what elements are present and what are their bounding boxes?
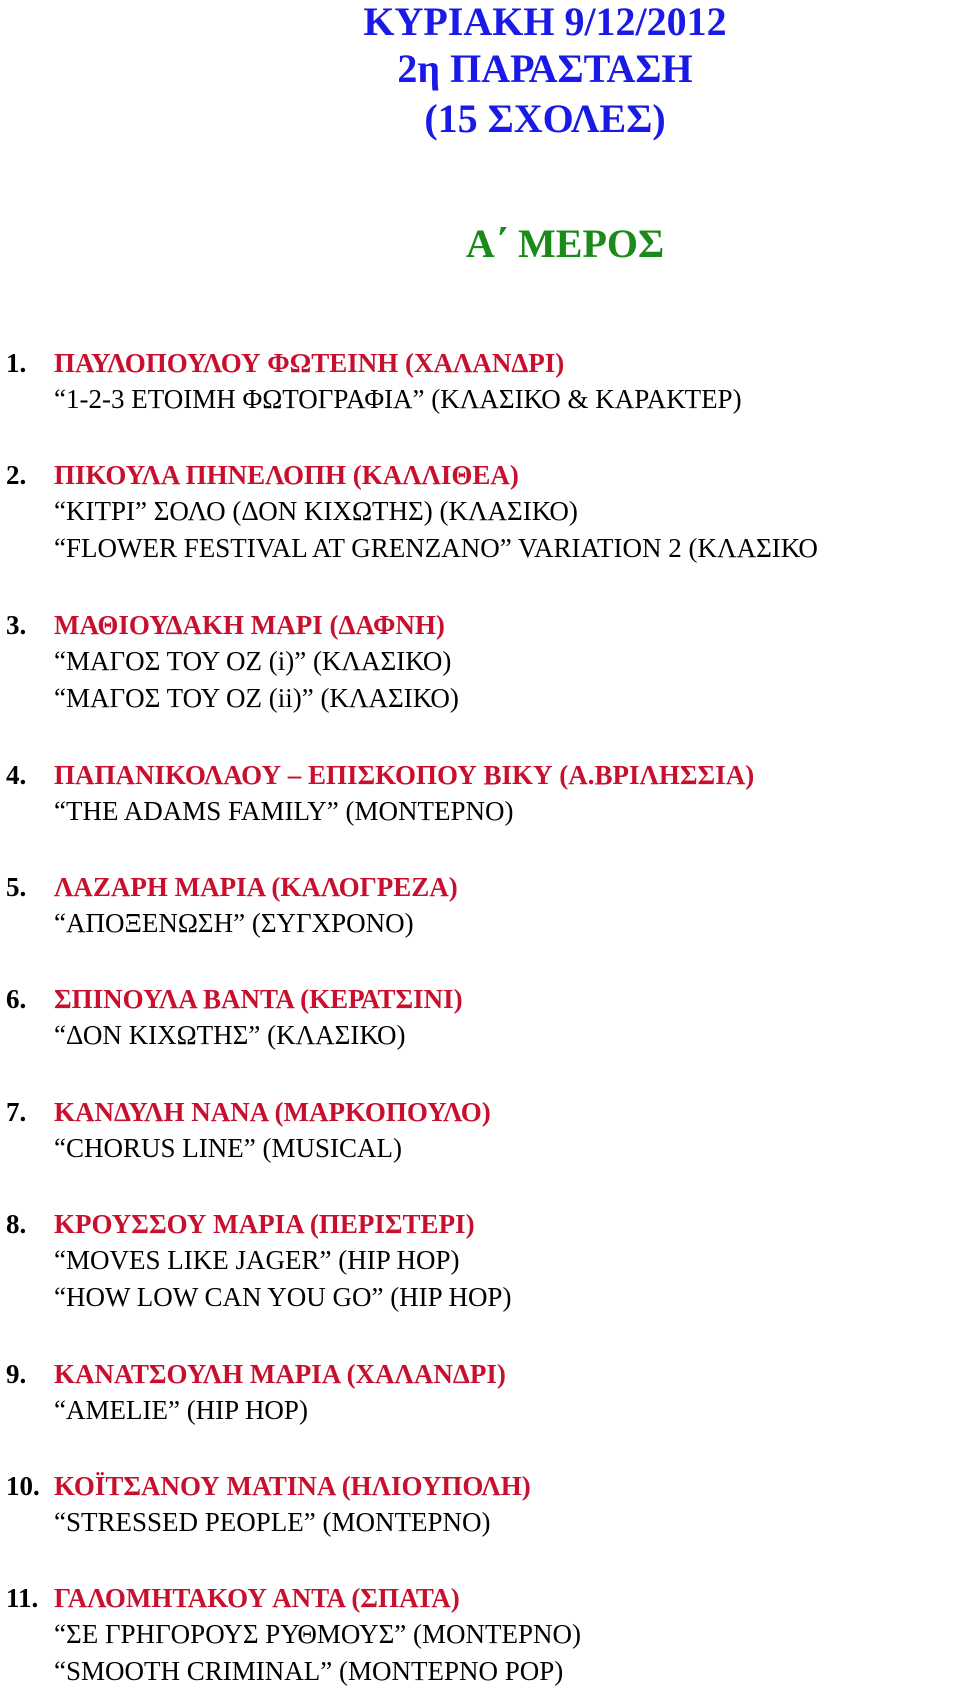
entry-number: 3. bbox=[6, 610, 27, 640]
entry-works bbox=[6, 1504, 956, 1541]
work-title: “ΚΙΤΡΙ” ΣΟΛΟ (ΔΟΝ ΚΙΧΩΤΗΣ) (ΚΛΑΣΙΚΟ) bbox=[54, 496, 578, 526]
entry-number: 10. bbox=[6, 1471, 40, 1501]
list-item bbox=[6, 345, 956, 418]
entry-heading bbox=[6, 1094, 956, 1130]
work-title: “STRESSED PEOPLE” (ΜΟΝΤΕΡΝΟ) bbox=[54, 1507, 491, 1537]
entry-number: 8. bbox=[6, 1209, 27, 1239]
work-title: “HOW LOW CAN YOU GO” (HIP HOP) bbox=[54, 1282, 512, 1312]
work-title: “FLOWER FESTIVAL AT GRENZANO” VARIATION 2 (ΚΛΑΣΙΚΟ bbox=[54, 533, 818, 563]
school-name: ΠΑΥΛΟΠΟΥΛΟΥ ΦΩΤΕΙΝΗ (ΧΑΛΑΝΔΡΙ) bbox=[54, 348, 565, 378]
entry-works bbox=[6, 905, 956, 942]
school-name: ΛΑΖΑΡΗ ΜΑΡΙΑ (ΚΑΛΟΓΡΕΖΑ) bbox=[54, 872, 458, 902]
list-item bbox=[6, 1356, 956, 1429]
school-name: ΓΑΛΟΜΗΤΑΚΟΥ ΑΝΤΑ (ΣΠΑΤΑ) bbox=[54, 1583, 460, 1613]
school-name: ΠΙΚΟΥΛΑ ΠΗΝΕΛΟΠΗ (ΚΑΛΛΙΘΕΑ) bbox=[54, 460, 519, 490]
list-item bbox=[6, 457, 956, 567]
entry-heading bbox=[6, 757, 956, 793]
list-item bbox=[6, 869, 956, 942]
entry-number: 2. bbox=[6, 460, 27, 490]
school-name: ΚΑΝΔΥΛΗ ΝΑΝΑ (ΜΑΡΚΟΠΟΥΛΟ) bbox=[54, 1097, 491, 1127]
entry-works bbox=[6, 1130, 956, 1167]
work-title: “THE ADAMS FAMILY” (ΜΟΝΤΕΡΝΟ) bbox=[54, 796, 514, 826]
entry-number: 11. bbox=[6, 1583, 39, 1613]
school-name: ΜΑΘΙΟΥΔΑΚΗ ΜΑΡΙ (ΔΑΦΝΗ) bbox=[54, 610, 445, 640]
list-item bbox=[6, 1094, 956, 1167]
list-item bbox=[6, 607, 956, 717]
work-title: “1-2-3 ΕΤΟΙΜΗ ΦΩΤΟΓΡΑΦΙΑ” (ΚΛΑΣΙΚΟ & ΚΑΡΑΚΤΕΡ) bbox=[54, 384, 742, 414]
entry-heading bbox=[6, 1206, 956, 1242]
work-title: “ΜΑΓΟΣ ΤΟΥ ΟΖ (i)” (ΚΛΑΣΙΚΟ) bbox=[54, 646, 452, 676]
work-title: “ΜΑΓΟΣ ΤΟΥ ΟΖ (ii)” (ΚΛΑΣΙΚΟ) bbox=[54, 683, 459, 713]
list-item bbox=[6, 757, 956, 830]
school-name: ΚΟΪΤΣΑΝΟΥ ΜΑΤΙΝΑ (ΗΛΙΟΥΠΟΛΗ) bbox=[54, 1471, 531, 1501]
header-schools-count: (15 ΣΧΟΛΕΣ) bbox=[424, 96, 666, 141]
entry-heading bbox=[6, 981, 956, 1017]
school-name: ΣΠΙΝΟΥΛΑ ΒΑΝΤΑ (ΚΕΡΑΤΣΙΝΙ) bbox=[54, 984, 463, 1014]
entry-number: 9. bbox=[6, 1359, 27, 1389]
entry-works bbox=[6, 1392, 956, 1429]
work-title: “ΑΠΟΞΕΝΩΣΗ” (ΣΥΓΧΡΟΝΟ) bbox=[54, 908, 414, 938]
list-item bbox=[6, 1468, 956, 1541]
header-performance: 2η ΠΑΡΑΣΤΑΣΗ bbox=[397, 46, 693, 91]
school-name: ΚΑΝΑΤΣΟΥΛΗ ΜΑΡΙΑ (ΧΑΛΑΝΔΡΙ) bbox=[54, 1359, 506, 1389]
entry-works bbox=[6, 1242, 956, 1316]
list-item bbox=[6, 1206, 956, 1316]
entry-works bbox=[6, 1017, 956, 1054]
entry-number: 5. bbox=[6, 872, 27, 902]
work-title: “AMELIE” (HIP HOP) bbox=[54, 1395, 308, 1425]
entry-heading bbox=[6, 607, 956, 643]
entry-heading bbox=[6, 457, 956, 493]
entry-number: 4. bbox=[6, 760, 27, 790]
entry-heading bbox=[6, 869, 956, 905]
entry-heading bbox=[6, 1580, 956, 1616]
entry-works bbox=[6, 493, 956, 567]
header-date: ΚΥΡΙΑΚΗ 9/12/2012 bbox=[363, 0, 727, 44]
list-item bbox=[6, 981, 956, 1054]
work-title: “CHORUS LINE” (MUSICAL) bbox=[54, 1133, 402, 1163]
entry-number: 6. bbox=[6, 984, 27, 1014]
entry-heading bbox=[6, 1468, 956, 1504]
entry-works bbox=[6, 1616, 956, 1690]
entry-heading bbox=[6, 1356, 956, 1392]
section-title: Α΄ ΜΕΡΟΣ bbox=[465, 221, 665, 266]
entry-works bbox=[6, 793, 956, 830]
work-title: “ΔΟΝ ΚΙΧΩΤΗΣ” (ΚΛΑΣΙΚΟ) bbox=[54, 1020, 406, 1050]
school-name: ΚΡΟΥΣΣΟΥ ΜΑΡΙΑ (ΠΕΡΙΣΤΕΡΙ) bbox=[54, 1209, 475, 1239]
list-item bbox=[6, 1580, 956, 1690]
entry-heading bbox=[6, 345, 956, 381]
entry-number: 7. bbox=[6, 1097, 27, 1127]
entry-number: 1. bbox=[6, 348, 27, 378]
work-title: “ΣΕ ΓΡΗΓΟΡΟΥΣ ΡΥΘΜΟΥΣ” (ΜΟΝΤΕΡΝΟ) bbox=[54, 1619, 582, 1649]
work-title: “SMOOTH CRIMINAL” (ΜΟΝΤΕΡΝΟ POP) bbox=[54, 1656, 564, 1686]
entry-works bbox=[6, 643, 956, 717]
school-name: ΠΑΠΑΝΙΚΟΛΑΟΥ – ΕΠΙΣΚΟΠΟΥ ΒΙΚΥ (Α.ΒΡΙΛΗΣΣΙΑ) bbox=[54, 760, 755, 790]
work-title: “MOVES LIKE JAGER” (HIP HOP) bbox=[54, 1245, 460, 1275]
entry-works bbox=[6, 381, 956, 418]
